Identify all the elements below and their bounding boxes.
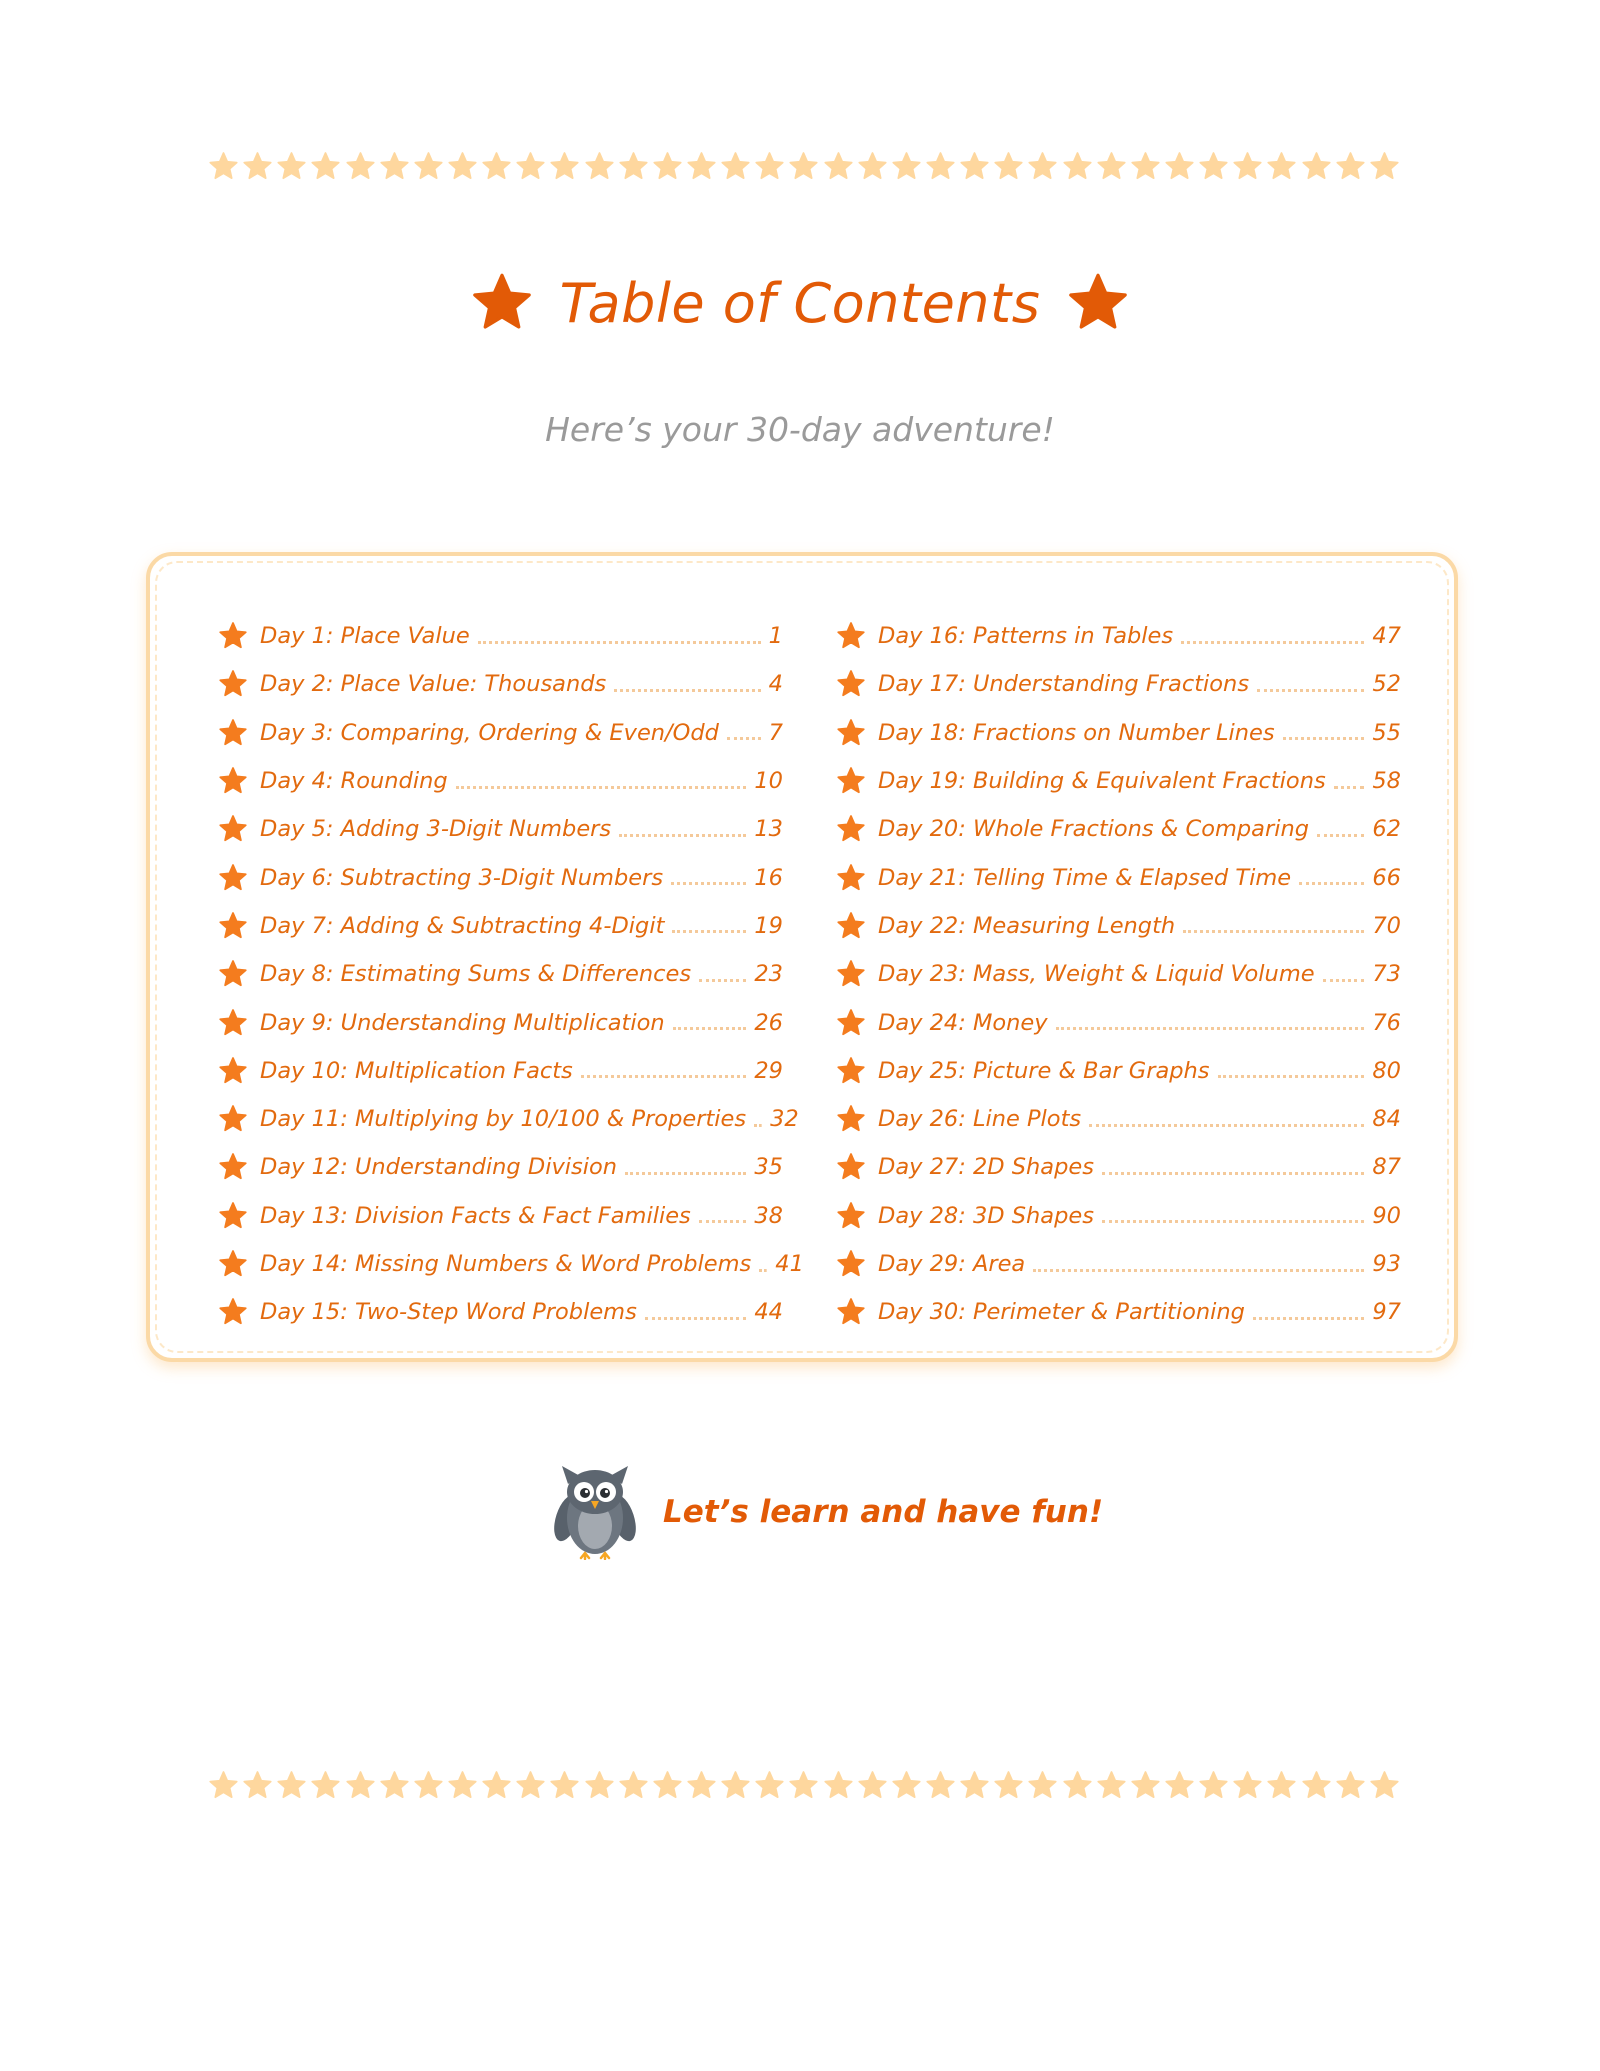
star-icon [993,151,1024,182]
toc-entry-page: 23 [754,961,783,988]
star-icon [618,151,649,182]
star-icon [686,1770,717,1801]
star-icon [218,621,260,651]
toc-leader-dots [1334,786,1365,789]
toc-entry[interactable] [218,998,783,1046]
star-icon [1266,151,1297,182]
toc-card [146,552,1458,1362]
toc-entry-label: Day 4: Rounding [260,768,448,795]
star-icon [836,1152,878,1182]
star-icon [276,1770,307,1801]
toc-entry[interactable] [836,1143,1401,1191]
toc-leader-dots [478,641,761,644]
star-icon [218,911,260,941]
star-icon [720,1770,751,1801]
toc-leader-dots [456,786,747,789]
toc-leader-dots [727,737,761,740]
toc-entry[interactable] [836,1288,1401,1336]
toc-entry-page: 84 [1372,1106,1401,1133]
toc-leader-dots [1033,1269,1364,1272]
toc-leader-dots [1299,882,1364,885]
toc-entry-page: 7 [768,719,783,746]
star-icon [754,151,785,182]
toc-entry[interactable] [218,853,783,901]
star-icon [218,863,260,893]
star-icon [857,1770,888,1801]
toc-entry-page: 29 [754,1057,783,1084]
toc-entry-page: 19 [754,912,783,939]
star-icon [447,1770,478,1801]
star-icon [447,151,478,182]
toc-leader-dots [1257,689,1364,692]
toc-entry-page: 35 [754,1154,783,1181]
toc-leader-dots [1253,1317,1364,1320]
toc-entry-page: 13 [754,816,783,843]
toc-entry-page: 93 [1372,1251,1401,1277]
star-icon [836,911,878,941]
title-block [0,258,1600,348]
toc-entry-label: Day 14: Missing Numbers & Word Problems [260,1251,752,1277]
toc-entry-label: Day 9: Understanding Multiplication [260,1009,665,1036]
star-icon [1335,1770,1366,1801]
star-icon [549,151,580,182]
star-icon [1066,271,1130,335]
toc-entry[interactable] [836,950,1401,998]
toc-entry-page: 58 [1372,768,1401,795]
star-icon [823,1770,854,1801]
toc-entry[interactable] [836,1047,1401,1095]
star-icon [218,959,260,989]
star-icon [470,271,534,335]
toc-entry-page: 10 [754,768,783,795]
toc-entry[interactable] [218,1143,783,1191]
star-icon [1301,151,1332,182]
star-icon [242,151,273,182]
star-icon [218,766,260,796]
toc-entry-page: 62 [1372,816,1401,843]
star-icon [836,621,878,651]
toc-entry[interactable] [836,805,1401,853]
star-icon [242,1770,273,1801]
toc-entry[interactable] [836,853,1401,901]
toc-entry-label: Day 15: Two-Step Word Problems [260,1299,637,1326]
toc-leader-dots [581,1075,747,1078]
star-icon [959,151,990,182]
toc-leader-dots [1056,1027,1365,1030]
toc-entry[interactable] [218,950,783,998]
star-icon [1198,151,1229,182]
toc-entry-label: Day 1: Place Value [260,623,470,650]
star-icon [1164,1770,1195,1801]
toc-entry[interactable] [218,805,783,853]
star-icon [1232,151,1263,182]
toc-leader-dots [1218,1075,1365,1078]
toc-leader-dots [1283,737,1365,740]
toc-entry-label: Day 24: Money [878,1009,1048,1036]
star-icon [549,1770,580,1801]
star-icon [515,151,546,182]
toc-entry-label: Day 29: Area [878,1251,1026,1277]
toc-entry[interactable] [218,1240,804,1288]
star-icon [836,863,878,893]
toc-entry-page: 41 [775,1251,804,1277]
star-icon [618,1770,649,1801]
star-icon [584,1770,615,1801]
star-icon [891,151,922,182]
star-icon [1369,151,1400,182]
toc-entry-page: 44 [754,1299,783,1326]
star-icon [218,814,260,844]
toc-entry-label: Day 6: Subtracting 3-Digit Numbers [260,864,664,891]
star-icon [310,151,341,182]
toc-entry-page: 97 [1372,1299,1401,1326]
star-icon [481,1770,512,1801]
toc-entry-label: Day 2: Place Value: Thousands [260,671,607,698]
page-title: Table of Contents [559,271,1041,335]
toc-entry[interactable] [836,757,1401,805]
star-icon [218,1201,260,1231]
toc-leader-dots [671,882,746,885]
star-icon [1096,1770,1127,1801]
star-icon [1335,151,1366,182]
toc-entry-page: 4 [768,671,783,698]
star-icon [345,1770,376,1801]
star-icon [1130,151,1161,182]
star-icon [720,151,751,182]
star-icon [218,1056,260,1086]
star-icon [836,718,878,748]
toc-entry-page: 90 [1372,1202,1401,1229]
star-icon [1232,1770,1263,1801]
star-icon [925,1770,956,1801]
toc-entry[interactable] [218,1047,783,1095]
star-border-bottom [208,1767,1400,1803]
toc-entry-label: Day 16: Patterns in Tables [878,623,1174,650]
toc-entry-label: Day 30: Perimeter & Partitioning [878,1299,1245,1326]
toc-entry-page: 55 [1372,719,1401,746]
star-icon [1062,1770,1093,1801]
star-icon [345,151,376,182]
page-subtitle: Here’s your 30-day adventure! [545,410,1055,449]
star-icon [891,1770,922,1801]
toc-leader-dots [1102,1172,1364,1175]
toc-leader-dots [1181,641,1364,644]
toc-entry[interactable] [218,612,783,660]
toc-entry-page: 52 [1372,671,1401,698]
star-icon [836,1297,878,1327]
toc-entry-label: Day 26: Line Plots [878,1106,1082,1133]
star-icon [836,1249,878,1279]
star-icon [218,718,260,748]
toc-entry-page: 32 [770,1106,799,1133]
toc-entry-label: Day 3: Comparing, Ordering & Even/Odd [260,719,719,746]
star-icon [208,1770,239,1801]
star-icon [1062,151,1093,182]
star-icon [1301,1770,1332,1801]
star-icon [836,669,878,699]
star-icon [310,1770,341,1801]
toc-entry[interactable] [218,660,783,708]
toc-entry-page: 26 [754,1009,783,1036]
toc-entry-label: Day 21: Telling Time & Elapsed Time [878,864,1292,891]
toc-entry[interactable] [836,1095,1401,1143]
toc-leader-dots [754,1124,762,1127]
toc-entry-label: Day 13: Division Facts & Fact Families [260,1202,691,1229]
toc-leader-dots [672,930,746,933]
toc-column-right [836,612,1401,1336]
toc-entry-label: Day 27: 2D Shapes [878,1154,1094,1181]
star-icon [413,1770,444,1801]
star-icon [788,1770,819,1801]
star-icon [413,151,444,182]
star-icon [925,151,956,182]
toc-entry[interactable] [836,902,1401,950]
star-icon [836,959,878,989]
tagline: Let’s learn and have fun! [663,1494,1104,1530]
toc-leader-dots [1323,979,1365,982]
toc-entry-label: Day 25: Picture & Bar Graphs [878,1057,1210,1084]
star-icon [836,766,878,796]
toc-entry[interactable] [218,1095,799,1143]
toc-leader-dots [1317,834,1364,837]
star-icon [652,1770,683,1801]
toc-entry-page: 73 [1372,961,1401,988]
star-icon [276,151,307,182]
toc-entry[interactable] [836,612,1401,660]
toc-entry-page: 70 [1372,912,1401,939]
toc-entry-page: 38 [754,1202,783,1229]
toc-column-left [218,612,804,1336]
toc-leader-dots [1183,930,1364,933]
star-icon [788,151,819,182]
toc-entry[interactable] [836,709,1401,757]
toc-entry-label: Day 5: Adding 3-Digit Numbers [260,816,612,843]
toc-entry-page: 66 [1372,864,1401,891]
star-icon [218,1249,260,1279]
toc-entry[interactable] [218,1192,783,1240]
toc-leader-dots [699,979,746,982]
star-icon [218,1297,260,1327]
star-icon [836,1201,878,1231]
toc-leader-dots [619,834,746,837]
owl-icon [550,1460,640,1560]
toc-entry[interactable] [218,757,783,805]
star-icon [1027,151,1058,182]
star-icon [515,1770,546,1801]
toc-entry-label: Day 18: Fractions on Number Lines [878,719,1275,746]
star-icon [823,151,854,182]
toc-leader-dots [673,1027,747,1030]
star-icon [993,1770,1024,1801]
toc-entry[interactable] [836,660,1401,708]
toc-leader-dots [1089,1124,1364,1127]
toc-entry-page: 1 [768,623,783,650]
star-icon [1369,1770,1400,1801]
star-icon [218,1152,260,1182]
toc-entry[interactable] [836,1240,1401,1288]
toc-entry-page: 80 [1372,1057,1401,1084]
star-icon [1096,151,1127,182]
toc-entry[interactable] [836,998,1401,1046]
star-icon [836,1104,878,1134]
star-icon [584,151,615,182]
star-icon [836,1008,878,1038]
toc-leader-dots [699,1220,747,1223]
toc-entry-label: Day 19: Building & Equivalent Fractions [878,768,1326,795]
star-icon [218,1008,260,1038]
star-icon [652,151,683,182]
toc-entry-page: 87 [1372,1154,1401,1181]
toc-entry[interactable] [218,709,783,757]
toc-entry[interactable] [218,1288,783,1336]
star-icon [1027,1770,1058,1801]
toc-entry-label: Day 28: 3D Shapes [878,1202,1094,1229]
toc-entry-page: 76 [1372,1009,1401,1036]
toc-leader-dots [645,1317,747,1320]
star-icon [379,1770,410,1801]
star-icon [857,151,888,182]
star-icon [218,1104,260,1134]
toc-entry-page: 47 [1372,623,1401,650]
star-icon [836,814,878,844]
star-border-top [208,148,1400,184]
star-icon [481,151,512,182]
toc-entry-label: Day 11: Multiplying by 10/100 & Properties [260,1106,747,1133]
star-icon [1266,1770,1297,1801]
toc-entry-label: Day 7: Adding & Subtracting 4-Digit [260,912,665,939]
toc-entry-page: 16 [754,864,783,891]
toc-leader-dots [614,689,760,692]
star-icon [959,1770,990,1801]
star-icon [686,151,717,182]
toc-entry[interactable] [836,1192,1401,1240]
toc-entry-label: Day 10: Multiplication Facts [260,1057,573,1084]
toc-entry-label: Day 22: Measuring Length [878,912,1176,939]
star-icon [1198,1770,1229,1801]
toc-leader-dots [759,1269,767,1272]
star-icon [1130,1770,1161,1801]
star-icon [379,151,410,182]
toc-entry-label: Day 8: Estimating Sums & Differences [260,961,692,988]
toc-entry-label: Day 12: Understanding Division [260,1154,618,1181]
star-icon [1164,151,1195,182]
toc-entry-label: Day 23: Mass, Weight & Liquid Volume [878,961,1315,988]
toc-entry-label: Day 17: Understanding Fractions [878,671,1250,698]
star-icon [836,1056,878,1086]
star-icon [218,669,260,699]
toc-leader-dots [625,1172,746,1175]
star-icon [754,1770,785,1801]
star-icon [208,151,239,182]
toc-entry[interactable] [218,902,783,950]
toc-entry-label: Day 20: Whole Fractions & Comparing [878,816,1309,843]
toc-leader-dots [1102,1220,1364,1223]
